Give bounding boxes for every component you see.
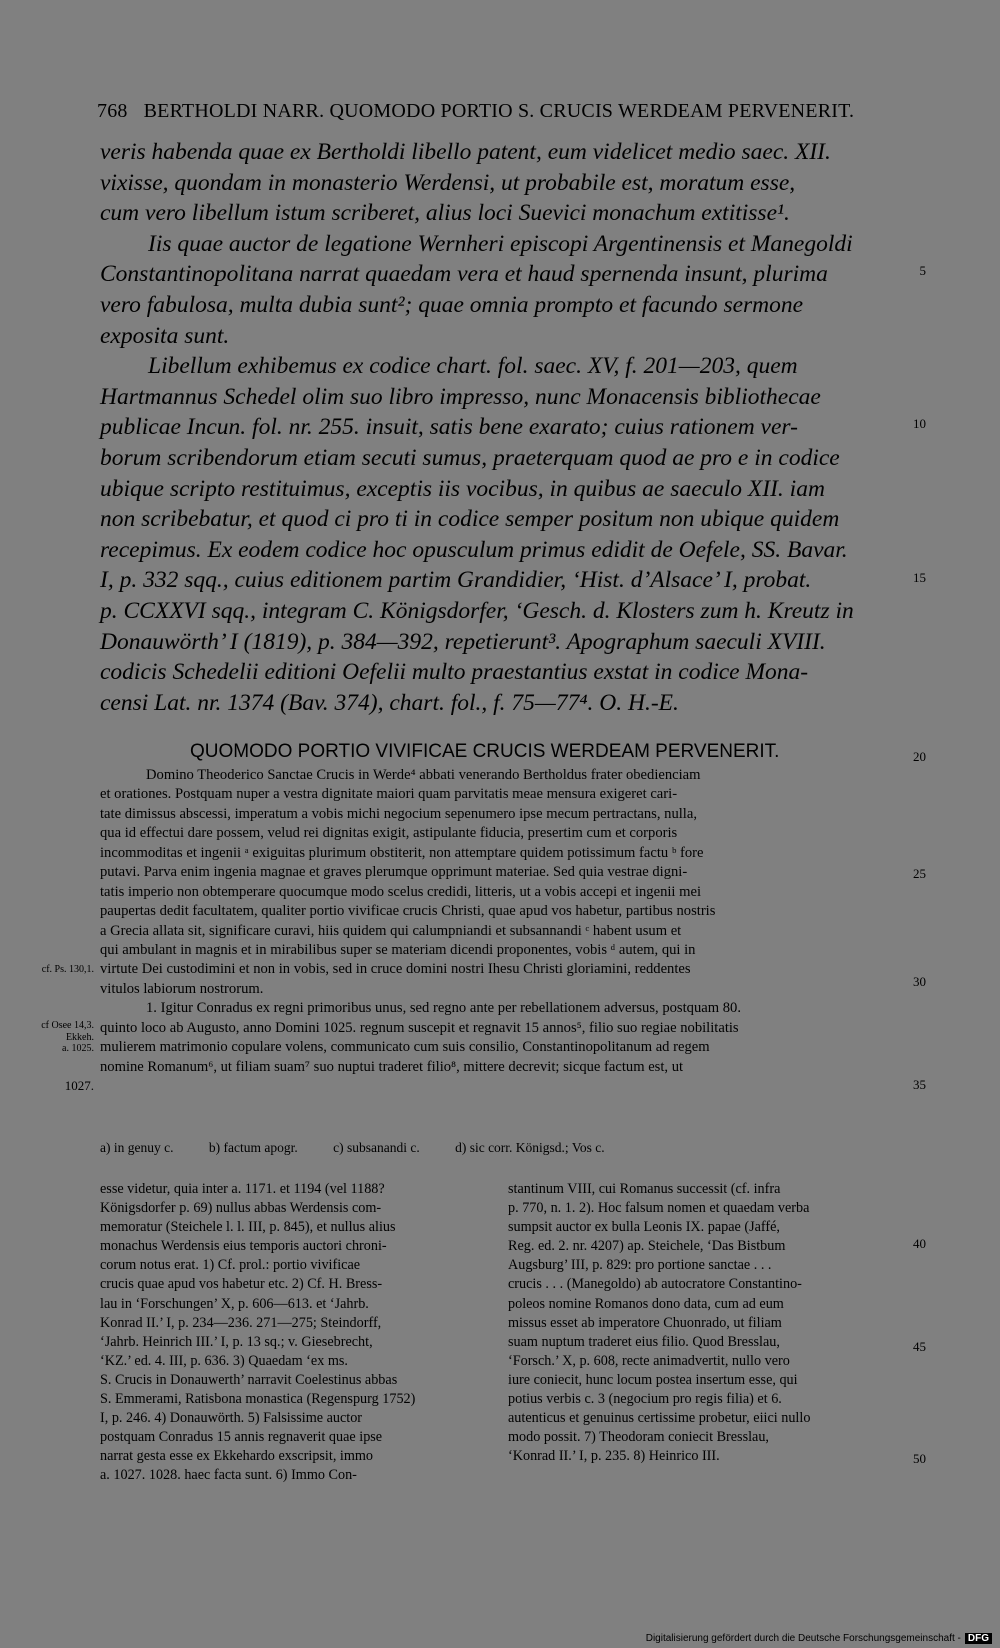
- line-number: 20: [913, 749, 926, 764]
- dfg-logo: DFG: [965, 1633, 992, 1644]
- footnote-line: postquam Conradus 15 annis regnaverit quae ipse: [100, 1429, 383, 1446]
- line-number: 25: [913, 866, 926, 881]
- text-line: qui ambulant in magnis et in mirabilibus super se materiam dicendi proponentes, vobis ᵈ autem, qui in: [100, 941, 696, 958]
- footnote-line: modo possit. 7) Theodoram coniecit Bresslau,: [508, 1429, 769, 1446]
- intro-line: Libellum exhibemus ex codice chart. fol. saec. XV, f. 201—203, quem: [148, 353, 798, 380]
- page-number: 768: [97, 100, 128, 122]
- text-line: vitulos labiorum nostrorum.: [100, 980, 264, 997]
- line-number: 5: [919, 263, 926, 278]
- footnote-a: a) in genuy c.: [100, 1140, 174, 1155]
- textual-footnotes: [100, 1140, 637, 1156]
- line-number: 40: [913, 1236, 926, 1251]
- intro-line: cum vero libellum istum scriberet, alius loci Suevici monachum extitisse¹.: [100, 200, 790, 227]
- footnote-b: b) factum apogr.: [208, 1140, 298, 1155]
- line-number: 10: [913, 416, 926, 431]
- footnote-line: suam nuptum traderet eius filio. Quod Bresslau,: [508, 1333, 780, 1350]
- line-number: 15: [913, 570, 926, 585]
- footnote-line: Königsdorfer p. 69) nullus abbas Werdensis com-: [100, 1200, 382, 1217]
- intro-line: Iis quae auctor de legatione Wernheri episcopi Argentinensis et Manegoldi: [148, 230, 853, 257]
- text-line: virtute Dei custodimini et non in vobis, sed in cruce domini nostri Ihesu Christi gloriamini, reddentes: [100, 961, 691, 978]
- intro-line: veris habenda quae ex Bertholdi libello patent, eum videlicet medio saec. XII.: [100, 139, 831, 165]
- footnotes-left-column: [100, 1180, 485, 1486]
- intro-line: non scribebatur, et quod ci pro ti in codice semper positum non ubique quidem: [100, 506, 840, 533]
- line-number: 45: [913, 1339, 926, 1354]
- text-line: 1. Igitur Conradus ex regni primoribus unus, sed regno ante per rebellationem adversus, postquam 80.: [146, 1000, 741, 1017]
- line-number: 50: [913, 1451, 926, 1466]
- footnote-line: potius verbis c. 3 (negocium pro regis filia) et 6.: [508, 1391, 782, 1408]
- intro-line: ubique scripto restituimus, exceptis iis vocibus, in quibus ae saeculo XII. iam: [100, 475, 825, 502]
- text-line: quinto loco ab Augusto, anno Domini 1025. regnum suscepit et regnavit 15 annos⁵, filio suo regiae nobilitatis: [100, 1019, 739, 1036]
- text-line: incommoditas et ingenii ᵃ exiguitas plurimum obstiterit, non attemptare quidem potissimum factu ᵇ fore: [100, 844, 704, 861]
- footnote-line: autenticus et genuinus certissime probetur, eiici nullo: [508, 1410, 811, 1427]
- intro-line: borum scribendorum etiam secuti sumus, praeterquam quod ae pro e in codice: [100, 444, 840, 471]
- footnote-line: narrat gesta esse ex Ekkehardo exscripsit, immo: [100, 1448, 374, 1465]
- intro-line: Constantinopolitana narrat quaedam vera et haud spernenda insunt, plurima: [100, 261, 828, 288]
- footnote-line: Reg. ed. 2. nr. 4207) ap. Steichele, ‘Das Bistbum: [508, 1238, 786, 1255]
- digitization-credit: [646, 1633, 992, 1644]
- introduction: [100, 137, 908, 718]
- footnote-line: missus esset ab imperatore Chuonrado, ut filiam: [508, 1314, 782, 1331]
- intro-line: exposita sunt.: [100, 322, 230, 349]
- text-line: nomine Romanum⁶, ut filiam suam⁷ suo nuptui traderet filio⁸, mittere decrevit; sicque factum est, ut: [100, 1058, 684, 1075]
- footnote-line: lau in ‘Forschungen’ X, p. 606—613. et ‘Jahrb.: [100, 1295, 369, 1312]
- margin-note-a1025: a. 1025.: [62, 1043, 94, 1054]
- footnote-line: ‘Jahrb. Heinrich III.’ I, p. 13 sq.; v. Giesebrecht,: [100, 1333, 373, 1350]
- footnote-line: esse videtur, quia inter a. 1171. et 1194 (vel 1188?: [100, 1181, 385, 1197]
- intro-line: censi Lat. nr. 1374 (Bav. 374), chart. fol., f. 75—77⁴. O. H.-E.: [100, 689, 679, 716]
- text-line: putavi. Parva enim ingenia magnae et graves plerumque opprimunt materiae. Sed quia vestrae digni-: [100, 864, 688, 881]
- footnote-line: Augsburg’ III, p. 829: pro portione sanctae . . .: [508, 1257, 772, 1274]
- footnote-line: Konrad II.’ I, p. 234—236. 271—275; Steindorff,: [100, 1314, 382, 1331]
- running-header: [97, 100, 897, 123]
- text-line: Domino Theoderico Sanctae Crucis in Werde⁴ abbati venerando Bertholdus frater obedienciam: [146, 767, 701, 783]
- footnote-line: ‘Konrad II.’ I, p. 235. 8) Heinrico III.: [508, 1448, 720, 1465]
- footnote-line: crucis . . . (Manegoldo) ab autocratore Constantino-: [508, 1276, 802, 1293]
- intro-line: p. CCXXVI sqq., integram C. Königsdorfer, ‘Gesch. d. Klosters zum h. Kreutz in: [100, 597, 854, 624]
- text-line: paupertas dedit facultatem, qualiter portio vivificae crucis Christi, quae apud vos habetur, partibus nostris: [100, 903, 716, 920]
- footnote-line: p. 770, n. 1. 2). Hoc falsum nomen et quaedam verba: [508, 1200, 810, 1217]
- line-number: 35: [913, 1077, 926, 1092]
- footnote-line: ‘KZ.’ ed. 4. III, p. 636. 3) Quaedam ‘ex ms.: [100, 1352, 348, 1369]
- credit-text: Digitalisierung gefördert durch die Deutsche Forschungsgemeinschaft -: [645, 1633, 961, 1644]
- footnote-line: S. Emmerami, Ratisbona monastica (Regenspurg 1752): [100, 1391, 416, 1408]
- intro-line: recepimus. Ex eodem codice hoc opusculum primus edidit de Oefele, SS. Bavar.: [100, 536, 848, 563]
- text-line: qua id effectui dare possem, velud rei dignitas exigit, astipulante fiducia, presertim cum et corporis: [100, 825, 678, 842]
- main-text: [100, 766, 908, 1077]
- intro-line: publicae Incun. fol. nr. 255. insuit, satis bene exarato; cuius rationem ver-: [100, 414, 798, 441]
- text-line: mulierem matrimonio copulare volens, communicato cum suis consilio, Constantinopolitanum ad regem: [100, 1039, 710, 1056]
- intro-line: Donauwörth’ I (1819), p. 384—392, repetierunt³. Apographum saeculi XVIII.: [100, 628, 826, 655]
- footnote-line: corum notus erat. 1) Cf. prol.: portio vivificae: [100, 1257, 361, 1274]
- footnotes-right-column: [508, 1180, 908, 1466]
- footnote-line: a. 1027. 1028. haec facta sunt. 6) Immo Con-: [100, 1467, 357, 1484]
- footnote-line: memoratur (Steichele l. l. III, p. 845), et nullus alius: [100, 1219, 396, 1236]
- line-number: 30: [913, 974, 926, 989]
- text-line: et orationes. Postquam nuper a vestra dignitate maiori quam parvitatis meae mensura exigeret cari-: [100, 786, 678, 803]
- margin-note-1027: 1027.: [64, 1078, 94, 1093]
- margin-note-ps: cf. Ps. 130,1.: [41, 964, 94, 975]
- footnote-line: iure coniecit, hunc locum postea insertum esse, qui: [508, 1371, 798, 1388]
- text-line: tate dimissus abscessi, imperatum a vobis michi negocium sepenumero ipse mecum pertractans, nulla,: [100, 805, 697, 822]
- intro-line: Hartmannus Schedel olim suo libro impresso, nunc Monacensis bibliothecae: [100, 383, 821, 410]
- running-title: BERTHOLDI NARR. QUOMODO PORTIO S. CRUCIS WERDEAM PERVENERIT.: [143, 100, 855, 122]
- section-title: QUOMODO PORTIO VIVIFICAE CRUCIS WERDEAM PERVENERIT.: [190, 741, 780, 762]
- footnote-d: d) sic corr. Königsd.; Vos c.: [455, 1140, 605, 1155]
- intro-line: vixisse, quondam in monasterio Werdensi, ut probabile est, moratum esse,: [100, 169, 796, 196]
- footnote-line: monachus Werdensis eius temporis auctori chroni-: [100, 1238, 387, 1255]
- footnote-line: S. Crucis in Donauwerth’ narravit Coelestinus abbas: [100, 1371, 398, 1388]
- margin-note-osee: cf Osee 14,3.: [41, 1020, 94, 1031]
- intro-line: codicis Schedelii editioni Oefelii multo praestantius exstat in codice Mona-: [100, 659, 809, 686]
- footnote-c: c) subsanandi c.: [333, 1140, 420, 1155]
- footnote-line: crucis quae apud vos habetur etc. 2) Cf. H. Bress-: [100, 1276, 383, 1293]
- footnote-line: stantinum VIII, cui Romanus successit (cf. infra: [508, 1181, 781, 1197]
- footnote-line: ‘Forsch.’ X, p. 608, recte animadvertit, nullo vero: [508, 1352, 790, 1369]
- margin-note-ekkeh: Ekkeh.: [65, 1032, 94, 1043]
- intro-line: vero fabulosa, multa dubia sunt²; quae omnia prompto et facundo sermone: [100, 291, 804, 318]
- text-line: tatis imperio non obtemperare quocumque modo scelus credidi, litteris, ut a vobis accepi et ingenii mei: [100, 883, 702, 900]
- intro-line: I, p. 332 sqq., cuius editionem partim Grandidier, ‘Hist. d’Alsace’ I, probat.: [100, 567, 812, 594]
- footnote-line: poleos nomine Romanos dono data, cum ad eum: [508, 1295, 784, 1312]
- footnote-line: I, p. 246. 4) Donauwörth. 5) Falsissime auctor: [100, 1410, 363, 1427]
- text-line: a Grecia allata sit, significare curavi, hiis quidem qui calumpniandi et subsannandi ᶜ habent usum et: [100, 922, 682, 939]
- footnote-line: sumpsit auctor ex bulla Leonis IX. papae (Jaffé,: [508, 1219, 780, 1236]
